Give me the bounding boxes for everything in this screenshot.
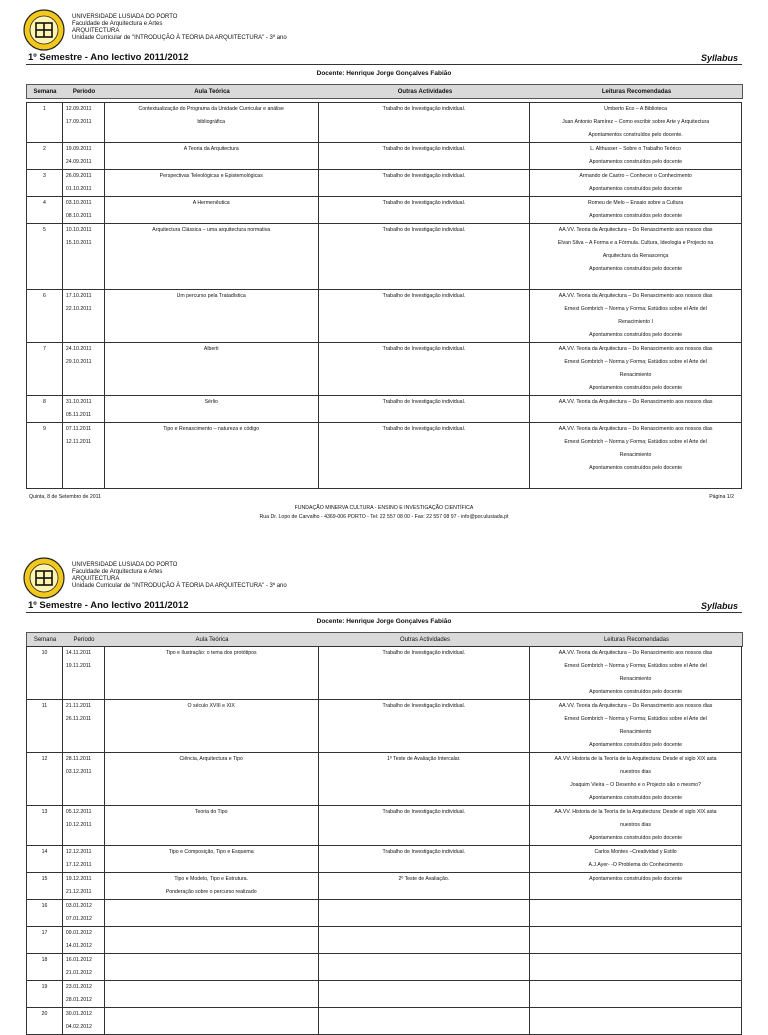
readings-cell [530, 423, 742, 489]
period-text: 01.10.2011 [65, 186, 92, 192]
theory-text: Tipo e Renascimento – natureza e código [163, 426, 260, 432]
period-text: 10.12.2011 [65, 822, 92, 828]
theory-cell [104, 806, 318, 846]
week-cell [27, 170, 63, 197]
theory-text: Tipo e Modelo, Tipo e Estrutura. [174, 876, 248, 882]
period-cell [62, 806, 104, 846]
week-text: 8 [43, 399, 46, 405]
activities-cell [318, 647, 530, 700]
readings-text: Ernest Gombrich – Norma y Forma; Estúdios sobre el Arte del [564, 663, 707, 669]
header-divider [26, 612, 742, 613]
theory-text: Tipo e Composição, Tipo e Esquema [168, 849, 254, 855]
table-row [27, 873, 742, 900]
page-header [0, 548, 768, 606]
period-cell [62, 343, 104, 396]
theory-text: Arquitectura Clássica – uma arquitectura normativa [152, 227, 271, 233]
activities-cell [318, 753, 530, 806]
activities-cell [318, 1008, 530, 1035]
week-text: 10 [41, 650, 48, 656]
col-header-readings: Leituras Recomendadas [603, 636, 670, 643]
theory-cell [104, 170, 318, 197]
institution-block [72, 562, 287, 590]
theory-cell [104, 873, 318, 900]
theory-cell [104, 103, 318, 143]
period-text: 12.09.2011 [65, 106, 92, 112]
readings-text: Renacimiento I [618, 319, 653, 325]
week-cell [27, 806, 63, 846]
activities-text: Trabalho de Investigação individual. [382, 809, 466, 815]
week-text: 11 [41, 703, 48, 709]
week-cell [27, 143, 63, 170]
period-text: 17.10.2011 [65, 293, 92, 299]
university-seal-icon [22, 8, 66, 52]
col-header-theory: Aula Teórica [194, 88, 230, 95]
period-text: 29.10.2011 [65, 359, 92, 365]
period-text: 16.01.2012 [65, 957, 92, 963]
readings-text: L. Althusser – Sobre o Trabalho Teórico [590, 146, 681, 152]
week-cell [27, 396, 63, 423]
activities-cell [318, 900, 530, 927]
week-cell [27, 103, 63, 143]
period-text: 28.11.2011 [65, 756, 92, 762]
readings-cell [530, 343, 742, 396]
readings-text: Armando de Castro – Conhecer o Conhecimento [579, 173, 692, 179]
period-cell [62, 927, 104, 954]
period-text: 09.01.2012 [65, 930, 92, 936]
period-text: 22.10.2011 [65, 306, 92, 312]
week-cell [27, 423, 63, 489]
activities-text: Trabalho de Investigação individual. [382, 227, 466, 233]
theory-cell [104, 753, 318, 806]
period-cell [62, 143, 104, 170]
theory-cell [104, 343, 318, 396]
period-cell [62, 954, 104, 981]
course-name: ARQUITECTURA [72, 576, 120, 582]
readings-cell [530, 1008, 742, 1035]
week-text: 4 [43, 200, 46, 206]
table-row [27, 197, 742, 224]
period-text: 26.09.2011 [65, 173, 92, 179]
activities-text: Trabalho de Investigação individual. [382, 346, 466, 352]
period-text: 08.10.2011 [65, 213, 92, 219]
period-text: 05.12.2011 [65, 809, 92, 815]
readings-cell [530, 290, 742, 343]
readings-cell [530, 900, 742, 927]
table-row [27, 290, 742, 343]
week-cell [27, 1008, 63, 1035]
period-cell [62, 396, 104, 423]
period-text: 07.11.2011 [65, 426, 92, 432]
table-row [27, 927, 742, 954]
week-cell [27, 197, 63, 224]
readings-text: AA.VV. Teoria da Arquitectura – Do Renascimento aos nossos dias [558, 293, 713, 299]
week-text: 6 [43, 293, 46, 299]
theory-text: O século XVIII e XIX [187, 703, 235, 709]
readings-text: AA.VV. Teoria da Arquitectura – Do Renascimento aos nossos dias [558, 399, 713, 405]
activities-cell [318, 423, 530, 489]
col-header-week: Semana [33, 88, 57, 95]
readings-text: Apontamentos construídos pelo docente [589, 876, 682, 882]
faculty-name: Faculdade de Arquitectura e Artes [72, 21, 163, 27]
period-text: 24.09.2011 [65, 159, 92, 165]
period-cell [62, 647, 104, 700]
col-header-activities: Outras Actividades [397, 88, 453, 95]
col-header-activities: Outras Actividades [399, 636, 451, 643]
faculty-name: Faculdade de Arquitectura e Artes [72, 569, 163, 575]
readings-cell [530, 700, 742, 753]
table-row [27, 423, 742, 489]
readings-text: AA.VV. Historia de la Teoría de la Arquitectura: Desde el siglo XIX asta [554, 756, 717, 762]
theory-cell [104, 1008, 318, 1035]
week-text: 14 [41, 849, 48, 855]
readings-text: Apontamentos construídos pelo docente [589, 795, 682, 801]
period-text: 21.01.2012 [65, 970, 92, 976]
activities-text: Trabalho de Investigação individual. [382, 106, 466, 112]
syllabus-table [26, 102, 742, 489]
readings-cell [530, 753, 742, 806]
week-cell [27, 873, 63, 900]
theory-cell [104, 700, 318, 753]
semester-title: 1º Semestre - Ano lectivo 2011/2012 [28, 600, 189, 611]
institution-block [72, 14, 287, 42]
activities-cell [318, 806, 530, 846]
theory-cell [104, 954, 318, 981]
course-name: ARQUITECTURA [72, 28, 120, 34]
theory-text: Tipo e Ilustração: o tema dos protótipos [165, 650, 257, 656]
foundation-name: FUNDAÇÃO MINERVA CULTURA - ENSINO E INVESTIGAÇÃO CIENTÍFICA [294, 505, 474, 511]
activities-text: Trabalho de Investigação individual. [382, 146, 466, 152]
activities-cell [318, 396, 530, 423]
week-cell [27, 290, 63, 343]
readings-cell [530, 396, 742, 423]
period-text: 14.01.2012 [65, 943, 92, 949]
readings-text: Apontamentos construídos pelo docente [589, 266, 683, 272]
readings-text: Apontamentos construídos pelo docente [589, 385, 683, 391]
theory-text: Um percurso pela Tratadística [176, 293, 246, 299]
period-text: 14.11.2011 [65, 650, 92, 656]
syllabus-label: Syllabus [700, 601, 738, 611]
period-text: 03.01.2012 [65, 903, 92, 909]
period-text: 24.10.2011 [65, 346, 92, 352]
theory-cell [104, 224, 318, 290]
readings-text: nuestros dias [620, 769, 651, 775]
readings-text: Ernest Gombrich – Norma y Forma; Estúdios sobre el Arte del [564, 306, 707, 312]
activities-text: 2º Teste de Avaliação. [398, 876, 450, 882]
theory-cell [104, 981, 318, 1008]
readings-text: Apontamentos construídos pelo docente [589, 332, 683, 338]
readings-cell [530, 954, 742, 981]
activities-text: Trabalho de Investigação individual. [382, 426, 466, 432]
readings-text: AA.VV. Teoria da Arquitectura – Do Renascimento aos nossos dias [558, 426, 713, 432]
readings-cell [530, 873, 742, 900]
teacher-line: Docente: Henrique Jorge Gonçalves Fabião [316, 70, 452, 77]
week-text: 2 [43, 146, 46, 152]
activities-cell [318, 170, 530, 197]
table-row [27, 1008, 742, 1035]
print-date: Quinta, 8 de Setembro de 2011 [29, 494, 102, 500]
table-row [27, 396, 742, 423]
activities-cell [318, 290, 530, 343]
activities-cell [318, 927, 530, 954]
university-name: UNIVERSIDADE LUSIADA DO PORTO [72, 562, 178, 568]
week-cell [27, 753, 63, 806]
page-header [0, 0, 768, 58]
period-cell [62, 981, 104, 1008]
readings-cell [530, 143, 742, 170]
period-cell [62, 900, 104, 927]
syllabus-page-2 [0, 548, 768, 1030]
period-cell [62, 290, 104, 343]
theory-cell [104, 900, 318, 927]
readings-text: Ernest Gombrich – Norma y Forma; Estúdios sobre el Arte del [564, 359, 707, 365]
readings-text: Romeu de Melo – Ensaio sobre a Cultura [588, 200, 684, 206]
table-row [27, 846, 742, 873]
page-number: Página 1/2 [709, 494, 734, 500]
table-header [26, 632, 743, 647]
period-cell [62, 1008, 104, 1035]
week-text: 19 [41, 984, 48, 990]
activities-text: 1º Teste de Avaliação Intercalar. [387, 756, 461, 762]
activities-cell [318, 143, 530, 170]
table-row [27, 753, 742, 806]
readings-text: AA.VV. Teoria da Arquitectura – Do Renascimento aos nossos dias [558, 227, 713, 233]
readings-text: Apontamentos construídos pelo docente [589, 159, 683, 165]
table-row [27, 343, 742, 396]
col-header-readings: Leituras Recomendadas [601, 88, 672, 95]
week-text: 7 [43, 346, 46, 352]
period-text: 17.12.2011 [65, 862, 92, 868]
table-row [27, 900, 742, 927]
period-text: 17.09.2011 [65, 119, 92, 125]
readings-text: Apontamentos construídos pelo docente [589, 186, 683, 192]
activities-cell [318, 197, 530, 224]
readings-cell [530, 647, 742, 700]
theory-cell [104, 143, 318, 170]
theory-cell [104, 647, 318, 700]
syllabus-label: Syllabus [700, 53, 738, 63]
activities-text: Trabalho de Investigação individual. [382, 703, 466, 709]
theory-cell [104, 423, 318, 489]
theory-text: Ciência, Arquitectura e Tipo [179, 756, 243, 762]
period-text: 19.12.2011 [65, 876, 92, 882]
readings-cell [530, 103, 742, 143]
readings-text: AA.VV. Teoria da Arquitectura – Do Renascimento aos nossos dias [558, 346, 713, 352]
activities-cell [318, 343, 530, 396]
readings-text: Juan Antonio Ramírez – Como escribir sobre Arte y Arquitectura [562, 119, 710, 125]
activities-text: Trabalho de Investigação individual. [382, 173, 466, 179]
week-cell [27, 846, 63, 873]
activities-cell [318, 873, 530, 900]
readings-cell [530, 927, 742, 954]
theory-cell [104, 846, 318, 873]
period-text: 26.11.2011 [65, 716, 92, 722]
activities-cell [318, 700, 530, 753]
period-cell [62, 103, 104, 143]
university-seal-icon [22, 556, 66, 600]
readings-text: Ernest Gombrich – Norma y Forma; Estúdios sobre el Arte del [564, 716, 707, 722]
table-row [27, 954, 742, 981]
table-row [27, 170, 742, 197]
period-text: 31.10.2011 [65, 399, 92, 405]
theory-cell [104, 290, 318, 343]
readings-text: Joaquim Vieira – O Desenho e o Projecto são o mesmo? [570, 782, 701, 788]
period-text: 12.11.2011 [65, 439, 92, 445]
unit-name: Unidade Curricular de "INTRODUÇÃO À TEORIA DA ARQUITECTURA" - 3º ano [72, 35, 287, 41]
period-cell [62, 423, 104, 489]
readings-text: AA.VV. Teoria da Arquitectura – Do Renascimento aos nossos dias [558, 650, 713, 656]
readings-text: Apontamentos construídos pelo docente [589, 742, 682, 748]
theory-text: Perspectivas Teleológicas e Epistemológicas [159, 173, 263, 179]
readings-cell [530, 170, 742, 197]
period-text: 04.02.2012 [65, 1024, 92, 1030]
week-cell [27, 981, 63, 1008]
activities-text: Trabalho de Investigação individual. [382, 650, 466, 656]
readings-cell [530, 224, 742, 290]
theory-text: A Teoria da Arquitectura [183, 146, 239, 152]
week-cell [27, 900, 63, 927]
activities-text: Trabalho de Investigação individual. [382, 293, 466, 299]
readings-text: Renacimiento [619, 676, 652, 682]
readings-text: Apontamentos construídos pelo docente [589, 689, 682, 695]
readings-text: A.J.Ayer- -O Problema do Conhecimento [588, 862, 683, 868]
table-row [27, 143, 742, 170]
week-text: 20 [41, 1011, 48, 1017]
period-cell [62, 170, 104, 197]
table-row [27, 224, 742, 290]
teacher-line: Docente: Henrique Jorge Gonçalves Fabião [316, 618, 452, 625]
period-text: 12.12.2011 [65, 849, 92, 855]
week-text: 9 [43, 426, 46, 432]
theory-text: Teoria do Tipo [194, 809, 228, 815]
activities-text: Trabalho de Investigação individual. [382, 200, 466, 206]
period-text: 03.12.2011 [65, 769, 92, 775]
theory-text: A Hermenêutica [192, 200, 230, 206]
university-name: UNIVERSIDADE LUSIADA DO PORTO [72, 14, 178, 20]
period-text: 21.11.2011 [65, 703, 92, 709]
week-text: 17 [41, 930, 48, 936]
week-text: 3 [43, 173, 46, 179]
week-cell [27, 224, 63, 290]
week-cell [27, 343, 63, 396]
readings-cell [530, 197, 742, 224]
period-text: 21.12.2011 [65, 889, 92, 895]
readings-text: Renacimiento [619, 452, 652, 458]
readings-text: AA.VV. Teoria da Arquitectura – Do Renascimento aos nossos dias [558, 703, 713, 709]
period-cell [62, 873, 104, 900]
week-text: 12 [41, 756, 48, 762]
period-text: 28.01.2012 [65, 997, 92, 1003]
readings-text: Elvan Silva – A Forma e a Fórmula. Cultura, Ideologia e Projecto na [557, 240, 714, 246]
week-text: 15 [41, 876, 48, 882]
readings-text: Umberto Eco – A Biblioteca [604, 106, 668, 112]
period-cell [62, 700, 104, 753]
readings-text: Renacimiento [619, 372, 652, 378]
readings-cell [530, 846, 742, 873]
activities-cell [318, 224, 530, 290]
period-text: 30.01.2012 [65, 1011, 92, 1017]
readings-text: Renacimiento [619, 729, 652, 735]
week-text: 13 [41, 809, 48, 815]
period-cell [62, 197, 104, 224]
readings-cell [530, 981, 742, 1008]
readings-cell [530, 806, 742, 846]
col-header-theory: Aula Teórica [195, 636, 229, 643]
readings-text: Apontamentos construídos pelo docente [589, 213, 683, 219]
readings-text: Carlos Montes –Creatividad y Estilo [594, 849, 677, 855]
readings-text: Apontamentos construídos pelo docente. [588, 132, 683, 138]
theory-text: Sérlio [204, 399, 218, 405]
activities-text: Trabalho de Investigação individual. [382, 399, 466, 405]
week-text: 18 [41, 957, 48, 963]
period-text: 15.10.2011 [65, 240, 92, 246]
table-row [27, 981, 742, 1008]
foundation-address: Rua Dr. Lopo de Carvalho - 4369-006 PORTO - Tel: 22 557 08 00 - Fax: 22 557 08 97 - info@por.ulusiada.pt [259, 514, 509, 520]
period-text: 07.01.2012 [65, 916, 92, 922]
period-cell [62, 846, 104, 873]
week-text: 5 [43, 227, 46, 233]
period-text: 23.01.2012 [65, 984, 92, 990]
period-text: 19.11.2011 [65, 663, 92, 669]
table-row [27, 103, 742, 143]
readings-text: Apontamentos construídos pelo docente [589, 465, 683, 471]
theory-text: Contextualização do Programa da Unidade Curricular e análise [138, 106, 284, 112]
activities-cell [318, 846, 530, 873]
readings-text: Apontamentos construídos pelo docente [589, 835, 682, 841]
period-text: 19.09.2011 [65, 146, 92, 152]
foundation-info [0, 504, 768, 522]
header-divider [26, 64, 742, 65]
theory-cell [104, 396, 318, 423]
theory-cell [104, 197, 318, 224]
period-text: 03.10.2011 [65, 200, 92, 206]
theory-text: Alberti [203, 346, 219, 352]
activities-cell [318, 981, 530, 1008]
unit-name: Unidade Curricular de "INTRODUÇÃO À TEORIA DA ARQUITECTURA" - 3º ano [72, 583, 287, 589]
week-text: 1 [43, 106, 46, 112]
readings-text: Arquitectura da Renascença [602, 253, 669, 259]
activities-text: Trabalho de Investigação individual. [382, 849, 466, 855]
semester-title: 1º Semestre - Ano lectivo 2011/2012 [28, 52, 189, 63]
activities-cell [318, 954, 530, 981]
table-row [27, 647, 742, 700]
period-cell [62, 224, 104, 290]
week-cell [27, 954, 63, 981]
week-cell [27, 647, 63, 700]
readings-text: Ernest Gombrich – Norma y Forma; Estúdios sobre el Arte del [564, 439, 707, 445]
week-cell [27, 927, 63, 954]
theory-text: bibliográfica [197, 119, 226, 125]
syllabus-table [26, 646, 742, 1035]
col-header-week: Semana [33, 636, 57, 643]
table-header [26, 84, 743, 99]
period-text: 10.10.2011 [65, 227, 92, 233]
theory-text: Ponderação sobre o percurso realizado [165, 889, 257, 895]
theory-cell [104, 927, 318, 954]
col-header-period: Período [72, 88, 96, 95]
table-row [27, 806, 742, 846]
readings-text: AA.VV. Historia de la Teoría de la Arquitectura: Desde el siglo XIX asta [554, 809, 717, 815]
period-cell [62, 753, 104, 806]
activities-cell [318, 103, 530, 143]
readings-text: nuestros dias [620, 822, 651, 828]
table-row [27, 700, 742, 753]
week-text: 16 [41, 903, 48, 909]
week-cell [27, 700, 63, 753]
col-header-period: Período [73, 636, 95, 643]
period-text: 05.11.2011 [65, 412, 92, 418]
